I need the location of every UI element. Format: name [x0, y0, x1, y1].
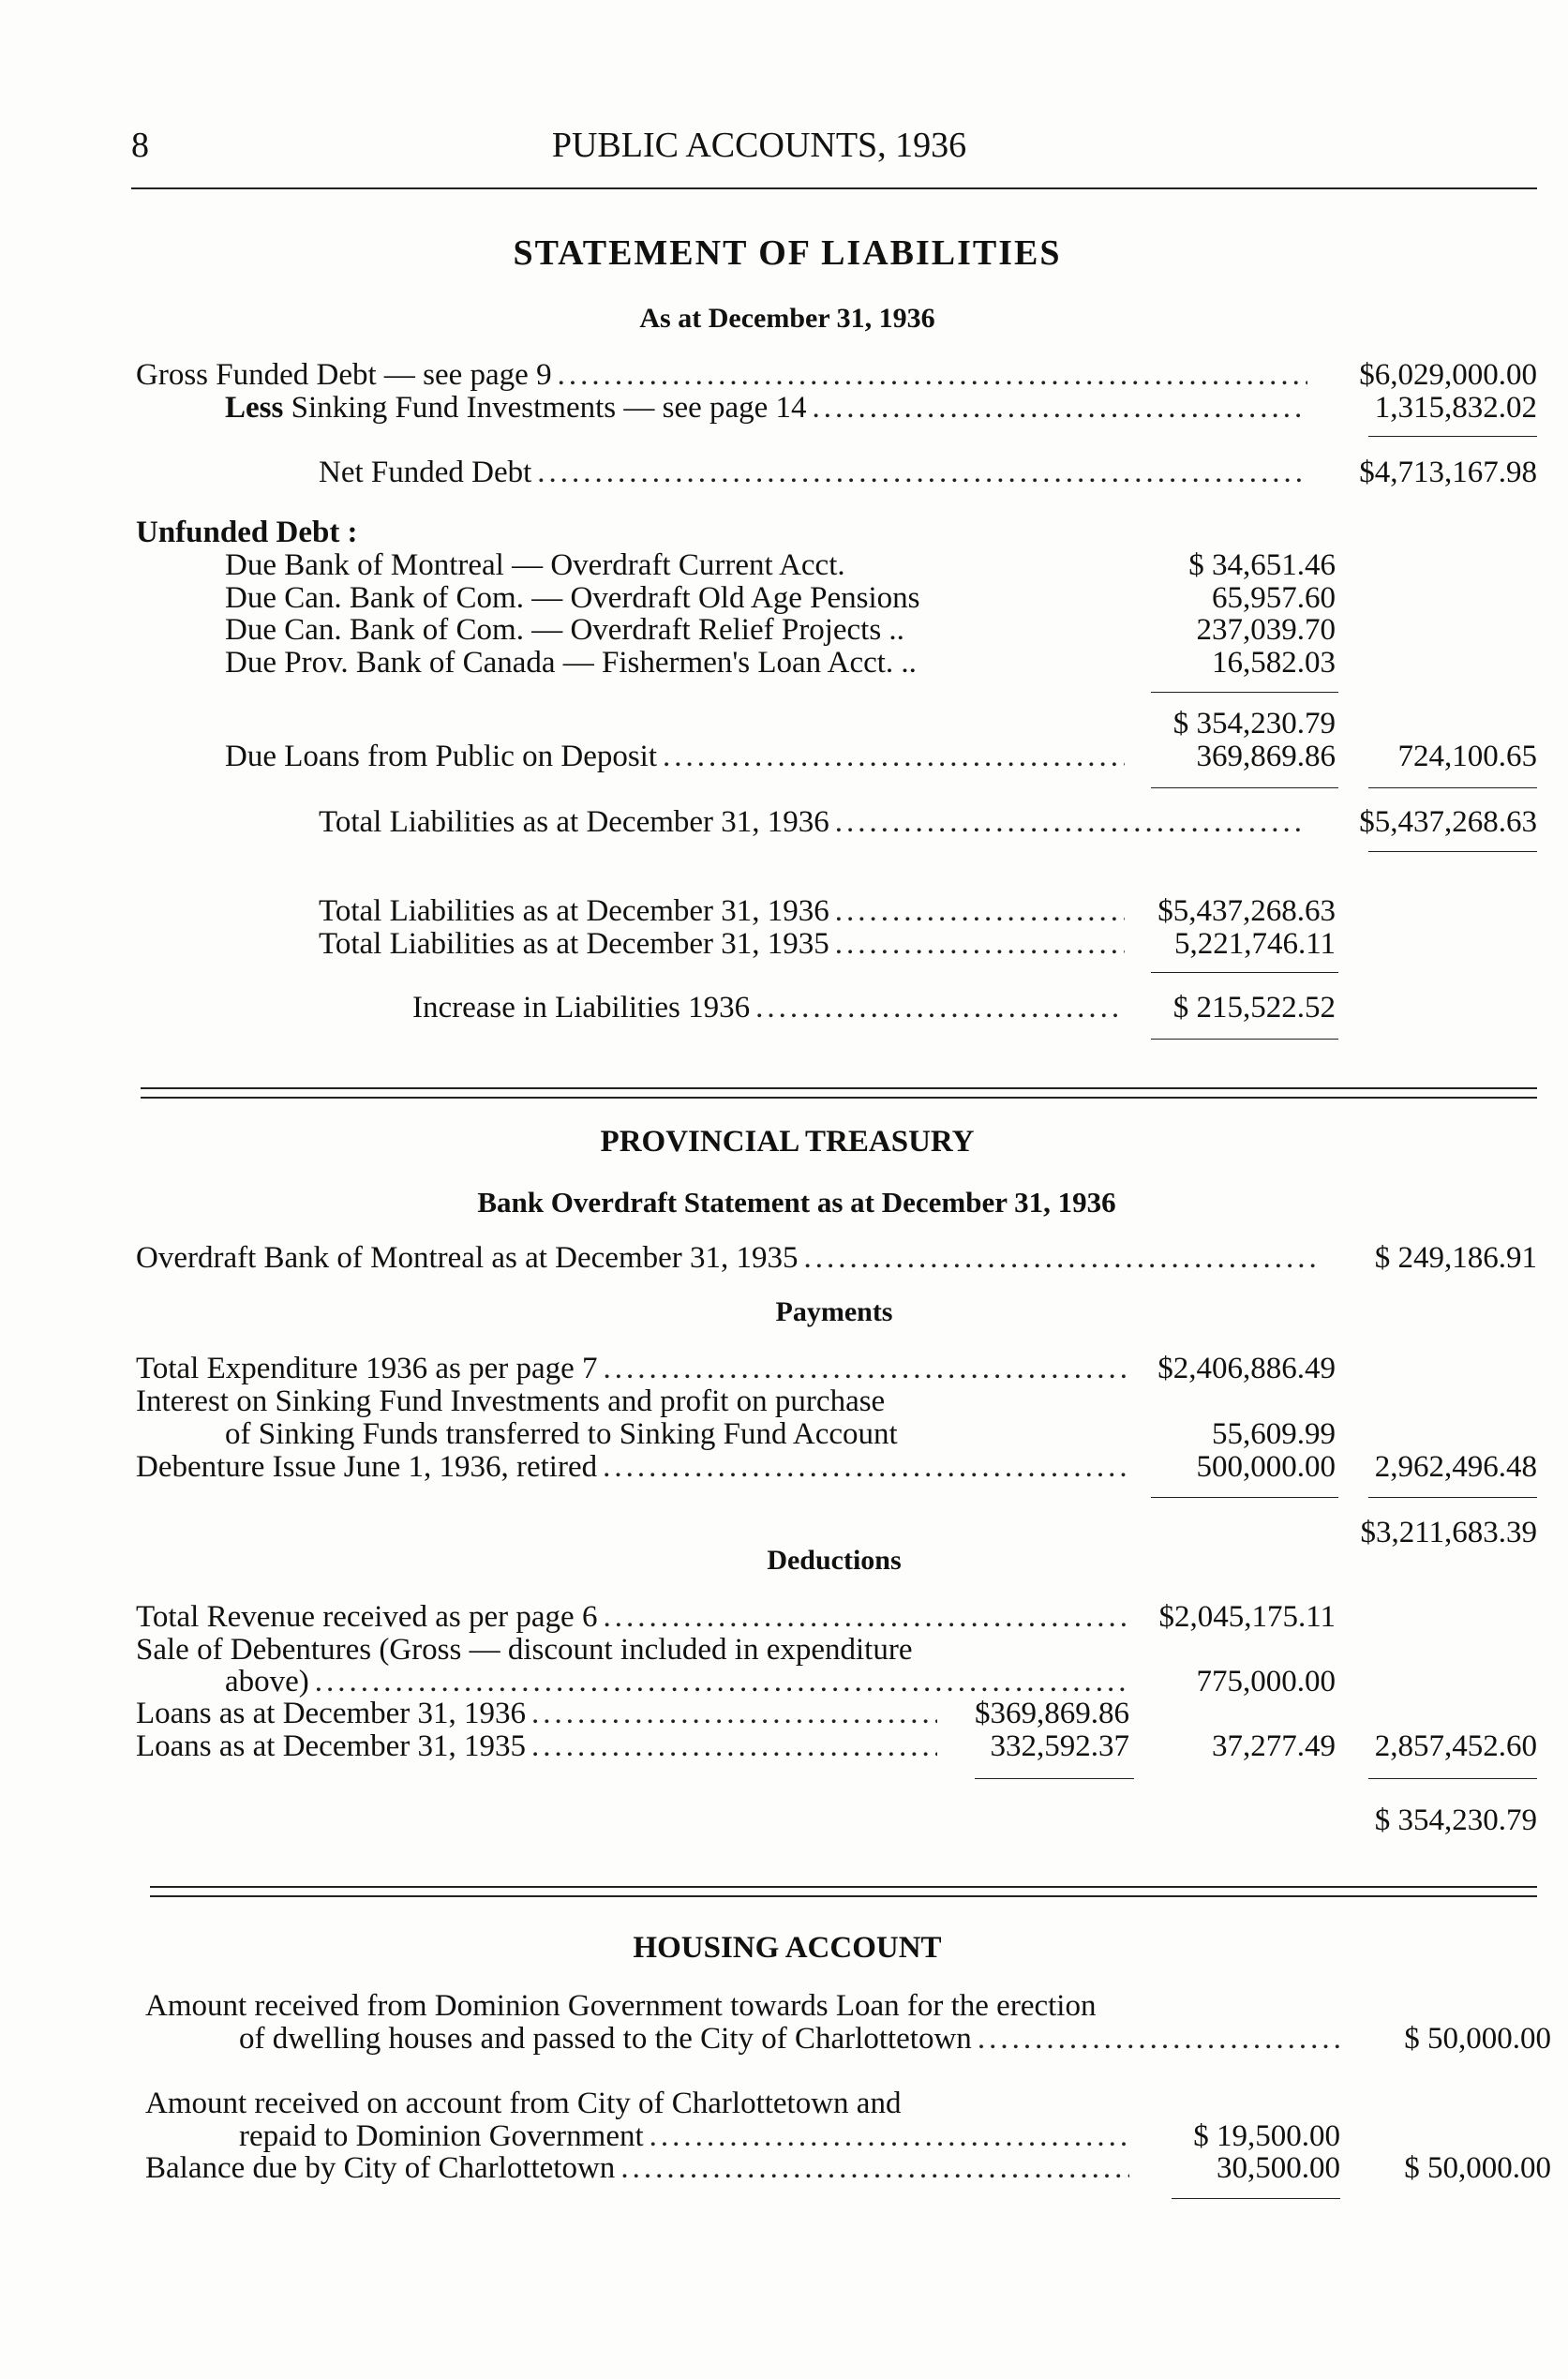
- closing-overdraft: $ 354,230.79: [1374, 1803, 1537, 1837]
- payment-expenditure-amount: $2,406,886.49: [1157, 1352, 1336, 1385]
- loans-deposit-total: 724,100.65: [1397, 740, 1537, 773]
- payment-debenture-amount: 500,000.00: [1196, 1450, 1336, 1484]
- comparison-rule: [1151, 972, 1338, 973]
- housing-repaid-line1: Amount received on account from City of Charlottetown and: [145, 2087, 902, 2120]
- payment-expenditure-label: Total Expenditure 1936 as per page 7 .....: [136, 1350, 1129, 1387]
- comparison-1936-amount: $5,437,268.63: [1157, 894, 1336, 928]
- unfunded-debt-heading: Unfunded Debt :: [136, 516, 358, 549]
- loans-deposit-label: Due Loans from Public on Deposit .....: [225, 738, 1125, 775]
- unfunded-item-4-label: Due Prov. Bank of Canada — Fishermen's Loan Acct. ..: [225, 646, 917, 680]
- housing-title: HOUSING ACCOUNT: [633, 1931, 942, 1965]
- total-liabilities-amount: $5,437,268.63: [1359, 805, 1537, 839]
- treasury-subtitle: Bank Overdraft Statement as at December 31, 1936: [477, 1186, 1116, 1219]
- liabilities-subtitle: As at December 31, 1936: [639, 303, 935, 334]
- payment-interest-label-1: Interest on Sinking Fund Investments and profit on purchase: [136, 1384, 886, 1418]
- housing-rule: [1172, 2198, 1340, 2199]
- deduction-debentures-amount: 775,000.00: [1196, 1665, 1336, 1698]
- deduction-debentures-label-2: above) .....: [225, 1663, 1129, 1700]
- net-funded-debt-amount: $4,713,167.98: [1359, 456, 1537, 489]
- running-title: PUBLIC ACCOUNTS, 1936: [551, 126, 967, 165]
- less-label: Less: [225, 391, 284, 425]
- opening-overdraft-label: Overdraft Bank of Montreal as at December 31, 1935 .....: [136, 1239, 1317, 1277]
- housing-repaid-amount: $ 19,500.00: [1193, 2119, 1340, 2153]
- housing-received-amount: $ 50,000.00: [1404, 2022, 1551, 2056]
- unfunded-item-2-label: Due Can. Bank of Com. — Overdraft Old Age Pensions: [225, 581, 920, 615]
- comparison-1935-label: Total Liabilities as at December 31, 1935 .....: [319, 925, 1125, 963]
- comparison-1935-amount: 5,221,746.11: [1173, 927, 1336, 961]
- treasury-title: PROVINCIAL TREASURY: [600, 1125, 975, 1159]
- payments-sum: $3,211,683.39: [1360, 1516, 1537, 1549]
- deductions-total: 2,857,452.60: [1374, 1729, 1537, 1763]
- gross-funded-debt-label: Gross Funded Debt — see page 9 .....: [136, 356, 1307, 394]
- housing-repaid-label: repaid to Dominion Government .....: [239, 2117, 1129, 2155]
- deduction-loans-1935-inner: 332,592.37: [990, 1729, 1129, 1763]
- payments-rule-outer: [1368, 1497, 1537, 1498]
- increase-amount: $ 215,522.52: [1172, 991, 1336, 1025]
- payment-interest-amount: 55,609.99: [1212, 1417, 1336, 1451]
- unfunded-item-3-amount: 237,039.70: [1196, 613, 1336, 647]
- payment-interest-label-2: of Sinking Funds transferred to Sinking Fund Account: [225, 1417, 898, 1451]
- sinking-fund-amount: 1,315,832.02: [1374, 391, 1537, 425]
- unfunded-subtotal-rule: [1151, 692, 1338, 693]
- deduction-debentures-label-1: Sale of Debentures (Gross — discount included in expenditure: [136, 1633, 913, 1667]
- liabilities-title: STATEMENT OF LIABILITIES: [513, 233, 1062, 273]
- section-divider-2: [150, 1886, 1537, 1897]
- deduction-revenue-label: Total Revenue received as per page 6 .....: [136, 1598, 1129, 1636]
- total-liabilities-label: Total Liabilities as at December 31, 1936 .....: [319, 803, 1307, 841]
- unfunded-subtotal: $ 354,230.79: [1172, 707, 1336, 741]
- opening-overdraft-amount: $ 249,186.91: [1374, 1241, 1537, 1275]
- gross-funded-debt-amount: $6,029,000.00: [1359, 358, 1537, 392]
- loans-deposit-rule-outer: [1368, 787, 1537, 788]
- deductions-rule-loans: [975, 1778, 1134, 1779]
- sinking-fund-label: Less Sinking Fund Investments — see page 14 .....: [225, 389, 1307, 426]
- housing-balance-label: Balance due by City of Charlottetown .....: [145, 2149, 1129, 2187]
- loans-deposit-rule-inner: [1151, 787, 1338, 788]
- net-funded-debt-label: Net Funded Debt .....: [319, 454, 1307, 491]
- unfunded-item-2-amount: 65,957.60: [1212, 581, 1336, 615]
- payments-heading: Payments: [775, 1296, 893, 1327]
- increase-rule: [1151, 1039, 1338, 1040]
- deduction-loans-1936-label: Loans as at December 31, 1936 .....: [136, 1695, 937, 1732]
- housing-received-line1: Amount received from Dominion Government towards Loan for the erection: [145, 1989, 1097, 2023]
- deduction-loans-1935-label: Loans as at December 31, 1935 .....: [136, 1728, 937, 1765]
- page-number: 8: [131, 126, 149, 165]
- comparison-1936-label: Total Liabilities as at December 31, 1936 .....: [319, 892, 1125, 930]
- payments-rule-inner: [1151, 1497, 1338, 1498]
- total-liabilities-rule: [1368, 851, 1537, 852]
- unfunded-item-1-amount: $ 34,651.46: [1188, 548, 1336, 582]
- unfunded-item-3-label: Due Can. Bank of Com. — Overdraft Relief Projects ..: [225, 613, 904, 647]
- deduction-loans-1936-inner: $369,869.86: [975, 1697, 1129, 1730]
- increase-label: Increase in Liabilities 1936 .....: [412, 989, 1125, 1026]
- sinking-fund-rule: [1368, 436, 1537, 437]
- deduction-revenue-amount: $2,045,175.11: [1158, 1600, 1336, 1634]
- unfunded-item-1-label: Due Bank of Montreal — Overdraft Current Acct.: [225, 548, 845, 582]
- unfunded-item-4-amount: 16,582.03: [1212, 646, 1336, 680]
- loans-deposit-amount: 369,869.86: [1196, 740, 1336, 773]
- housing-received-label: of dwelling houses and passed to the City of Charlottetown .....: [239, 2020, 1345, 2057]
- deductions-heading: Deductions: [767, 1545, 902, 1576]
- header-rule: [131, 187, 1537, 189]
- deductions-rule-outer: [1368, 1778, 1537, 1779]
- housing-balance-total: $ 50,000.00: [1404, 2151, 1551, 2185]
- housing-balance-amount: 30,500.00: [1217, 2151, 1340, 2185]
- deduction-loans-net-amount: 37,277.49: [1212, 1729, 1336, 1763]
- section-divider-1: [141, 1087, 1537, 1099]
- payment-debenture-label: Debenture Issue June 1, 1936, retired .....: [136, 1448, 1129, 1486]
- payments-total: 2,962,496.48: [1374, 1450, 1537, 1484]
